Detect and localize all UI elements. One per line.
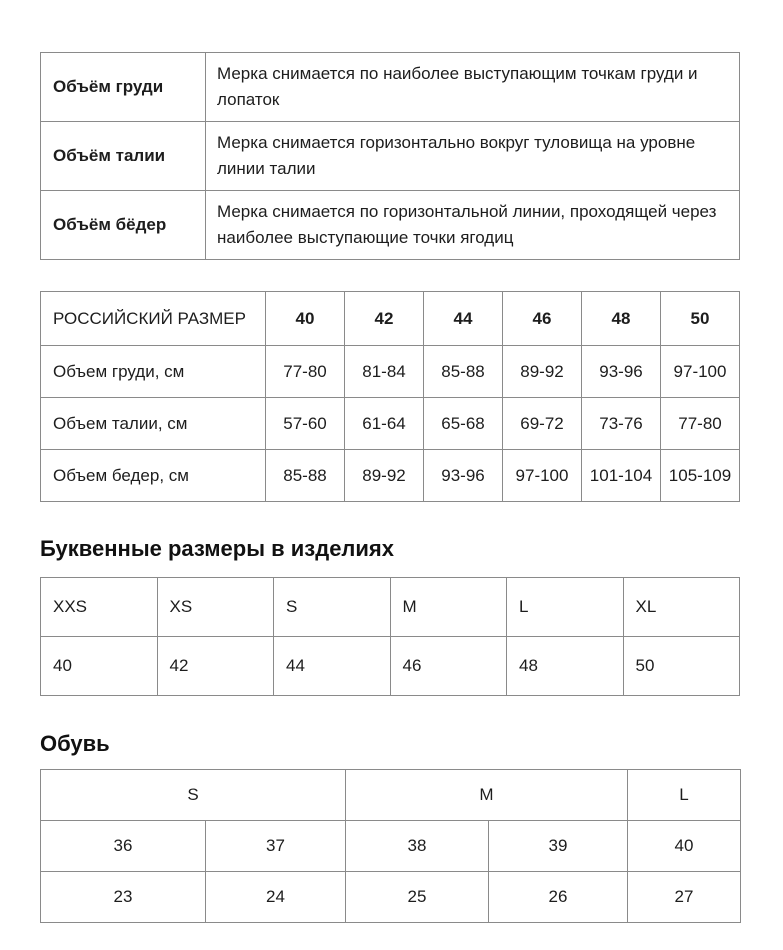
shoe-group-header: L bbox=[628, 770, 741, 821]
range-cell: 61-64 bbox=[345, 398, 424, 450]
range-cell: 97-100 bbox=[661, 346, 740, 398]
size-column-header: 40 bbox=[266, 292, 345, 346]
measurements-table bbox=[40, 52, 740, 260]
shoe-cm-size-cell: 23 bbox=[41, 872, 206, 923]
shoe-cm-size-cell: 24 bbox=[206, 872, 346, 923]
letter-size-cell: XS bbox=[157, 578, 274, 637]
numeric-size-cell: 42 bbox=[157, 637, 274, 696]
shoe-eu-size-cell: 40 bbox=[628, 821, 741, 872]
measurement-description: Мерка снимается по горизонтальной линии, проходящей через наиболее выступающие точки ягодиц bbox=[206, 191, 740, 260]
shoe-eu-size-cell: 36 bbox=[41, 821, 206, 872]
shoe-cm-size-cell: 27 bbox=[628, 872, 741, 923]
numeric-size-cell: 50 bbox=[623, 637, 740, 696]
table-row bbox=[41, 346, 740, 398]
measurement-row-label: Объем талии, см bbox=[41, 398, 266, 450]
size-column-header: 44 bbox=[424, 292, 503, 346]
range-cell: 73-76 bbox=[582, 398, 661, 450]
letter-sizes-title: Буквенные размеры в изделиях bbox=[40, 536, 394, 561]
letter-size-cell: M bbox=[390, 578, 507, 637]
russian-size-table bbox=[40, 291, 740, 502]
measurement-name: Объём груди bbox=[41, 53, 206, 122]
range-cell: 89-92 bbox=[345, 450, 424, 502]
range-cell: 105-109 bbox=[661, 450, 740, 502]
table-row bbox=[41, 122, 740, 191]
table-row bbox=[41, 450, 740, 502]
shoe-eu-size-cell: 37 bbox=[206, 821, 346, 872]
measurement-name: Объём талии bbox=[41, 122, 206, 191]
range-cell: 101-104 bbox=[582, 450, 661, 502]
letter-size-cell: XXS bbox=[41, 578, 158, 637]
range-cell: 93-96 bbox=[424, 450, 503, 502]
range-cell: 69-72 bbox=[503, 398, 582, 450]
table-header-row bbox=[41, 292, 740, 346]
measurement-description: Мерка снимается по наиболее выступающим точкам груди и лопаток bbox=[206, 53, 740, 122]
range-cell: 57-60 bbox=[266, 398, 345, 450]
range-cell: 81-84 bbox=[345, 346, 424, 398]
table-row bbox=[41, 637, 740, 696]
range-cell: 93-96 bbox=[582, 346, 661, 398]
letter-sizes-table bbox=[40, 577, 740, 696]
numeric-size-cell: 44 bbox=[274, 637, 391, 696]
table-header-row bbox=[41, 770, 741, 821]
shoe-cm-size-cell: 25 bbox=[346, 872, 489, 923]
shoes-size-table bbox=[40, 769, 741, 923]
table-header-row bbox=[41, 578, 740, 637]
range-cell: 85-88 bbox=[424, 346, 503, 398]
measurement-row-label: Объем бедер, см bbox=[41, 450, 266, 502]
size-column-header: 50 bbox=[661, 292, 740, 346]
shoe-eu-size-cell: 39 bbox=[489, 821, 628, 872]
numeric-size-cell: 48 bbox=[507, 637, 624, 696]
shoe-group-header: S bbox=[41, 770, 346, 821]
numeric-size-cell: 40 bbox=[41, 637, 158, 696]
measurement-name: Объём бёдер bbox=[41, 191, 206, 260]
letter-size-cell: XL bbox=[623, 578, 740, 637]
range-cell: 97-100 bbox=[503, 450, 582, 502]
size-column-header: 42 bbox=[345, 292, 424, 346]
shoes-title: Обувь bbox=[40, 731, 110, 756]
size-column-header: 48 bbox=[582, 292, 661, 346]
range-cell: 77-80 bbox=[661, 398, 740, 450]
shoe-eu-size-cell: 38 bbox=[346, 821, 489, 872]
size-column-header: 46 bbox=[503, 292, 582, 346]
shoe-cm-size-cell: 26 bbox=[489, 872, 628, 923]
table-row bbox=[41, 872, 741, 923]
measurement-description: Мерка снимается горизонтально вокруг туловища на уровне линии талии bbox=[206, 122, 740, 191]
range-cell: 89-92 bbox=[503, 346, 582, 398]
table-row bbox=[41, 398, 740, 450]
shoe-group-header: M bbox=[346, 770, 628, 821]
letter-size-cell: S bbox=[274, 578, 391, 637]
russian-size-header-label: РОССИЙСКИЙ РАЗМЕР bbox=[41, 292, 266, 346]
letter-size-cell: L bbox=[507, 578, 624, 637]
table-row bbox=[41, 53, 740, 122]
table-row bbox=[41, 191, 740, 260]
measurement-row-label: Объем груди, см bbox=[41, 346, 266, 398]
range-cell: 77-80 bbox=[266, 346, 345, 398]
range-cell: 65-68 bbox=[424, 398, 503, 450]
table-row bbox=[41, 821, 741, 872]
range-cell: 85-88 bbox=[266, 450, 345, 502]
numeric-size-cell: 46 bbox=[390, 637, 507, 696]
